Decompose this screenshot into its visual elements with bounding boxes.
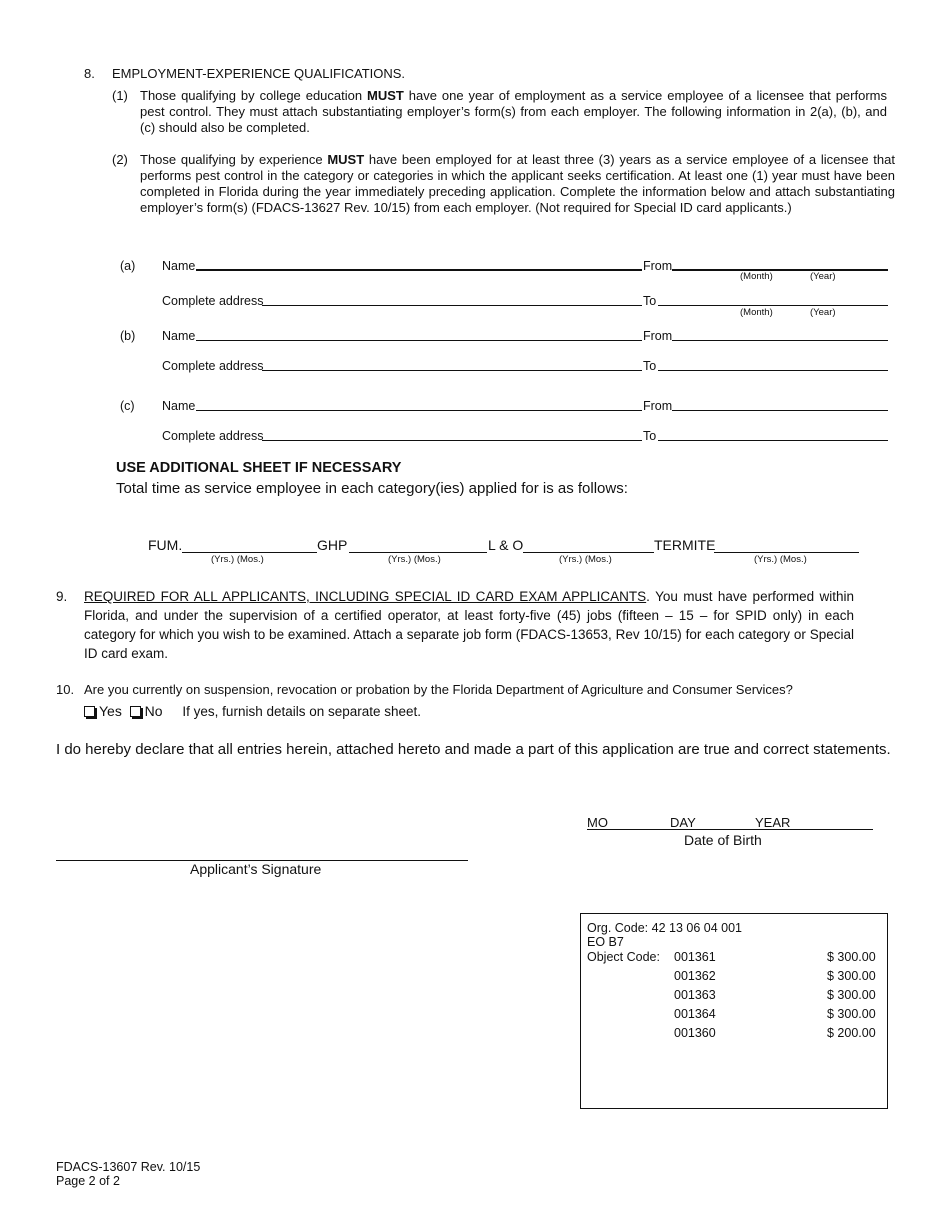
item-2-text: Those qualifying by experience MUST have been employed for at least three (3) years as a service employee of a licensee that performs pest control in the category or categories in which the applicant seeks certification. At least one (1) year must have been completed in Florida during the year immediately preceding application. Complete the information below and attach substantiating employer’s form(s) (FDACS-13627 Rev. 10/15) from each employer. (Not required for Special ID card applicants.) [140, 152, 895, 215]
object-code-label: Object Code: [587, 950, 660, 964]
employer-c-to-field[interactable] [658, 440, 888, 441]
object-code-1: 001361 [674, 950, 716, 964]
employer-a-to-field[interactable] [658, 305, 888, 306]
category-fum-field[interactable] [182, 552, 317, 553]
section-10-question: Are you currently on suspension, revocation or probation by the Florida Department of Agriculture and Consumer Services? [84, 682, 793, 697]
employer-c-from-label: From [643, 399, 673, 413]
section-10-number: 10. [56, 682, 75, 697]
total-time-text: Total time as service employee in each category(ies) applied for is as follows: [116, 480, 628, 497]
dob-day-label: DAY [670, 815, 696, 830]
category-lo-label: L & O [488, 537, 524, 553]
item-2-number: (2) [112, 152, 128, 167]
employer-a-to-label: To [643, 294, 657, 308]
employer-a-letter: (a) [120, 259, 136, 273]
fee-amount-1: $ 300.00 [827, 950, 876, 964]
employer-b-from-field[interactable] [672, 340, 888, 341]
yes-label: Yes [99, 703, 122, 719]
employer-c-address-label: Complete address [162, 429, 264, 443]
yes-checkbox[interactable] [84, 706, 95, 717]
employer-c-name-label: Name [162, 399, 196, 413]
declaration-text: I do hereby declare that all entries herein, attached hereto and made a part of this application are true and correct statements. [56, 741, 891, 758]
fee-amount-4: $ 300.00 [827, 1007, 876, 1021]
employer-a-address-label: Complete address [162, 294, 264, 308]
employer-c-letter: (c) [120, 399, 135, 413]
object-code-5: 001360 [674, 1026, 716, 1040]
employer-b-from-label: From [643, 329, 673, 343]
footer-page-number: Page 2 of 2 [56, 1174, 120, 1188]
employer-a-to-month-label: (Month) [740, 307, 773, 318]
employer-b-address-field[interactable] [262, 370, 642, 371]
section-10-answers [84, 702, 421, 721]
dob-caption: Date of Birth [684, 832, 762, 848]
category-ghp-sub: (Yrs.) (Mos.) [388, 554, 441, 565]
employer-b-name-label: Name [162, 329, 196, 343]
category-termite-field[interactable] [714, 552, 859, 553]
section-9-number: 9. [56, 589, 68, 604]
category-lo-sub: (Yrs.) (Mos.) [559, 554, 612, 565]
footer-form-number: FDACS-13607 Rev. 10/15 [56, 1160, 201, 1174]
fee-code-box [580, 913, 888, 1109]
employer-c-from-field[interactable] [672, 410, 888, 411]
item-1-number: (1) [112, 88, 128, 103]
eo-code: EO B7 [587, 935, 624, 949]
employer-b-letter: (b) [120, 329, 136, 343]
signature-label: Applicant’s Signature [190, 861, 322, 877]
item-1-text: Those qualifying by college education MUST have one year of employment as a service employee of a licensee that performs pest control. They must attach substantiating employer’s form(s) from each employer. The following information in 2(a), (b), and (c) should also be completed. [140, 88, 887, 135]
category-ghp-field[interactable] [349, 552, 487, 553]
employer-b-to-field[interactable] [658, 370, 888, 371]
category-termite-label: TERMITE [654, 537, 716, 553]
dob-field[interactable] [587, 829, 873, 830]
category-ghp-label: GHP [317, 537, 348, 553]
fee-amount-5: $ 200.00 [827, 1026, 876, 1040]
dob-year-label: YEAR [755, 815, 791, 830]
employer-b-to-label: To [643, 359, 657, 373]
employer-a-name-label: Name [162, 259, 196, 273]
employer-b-address-label: Complete address [162, 359, 264, 373]
category-fum-label: FUM. [148, 537, 183, 553]
fee-amount-3: $ 300.00 [827, 988, 876, 1002]
object-code-2: 001362 [674, 969, 716, 983]
section-8-title: EMPLOYMENT-EXPERIENCE QUALIFICATIONS. [112, 66, 406, 81]
employer-c-address-field[interactable] [262, 440, 642, 441]
employer-c-name-field[interactable] [196, 410, 642, 411]
category-lo-field[interactable] [523, 552, 654, 553]
category-fum-sub: (Yrs.) (Mos.) [211, 554, 264, 565]
employer-a-from-year-label: (Year) [810, 271, 836, 282]
object-code-3: 001363 [674, 988, 716, 1002]
category-termite-sub: (Yrs.) (Mos.) [754, 554, 807, 565]
additional-sheet-notice: USE ADDITIONAL SHEET IF NECESSARY [116, 460, 402, 476]
employer-a-from-field[interactable] [672, 269, 888, 271]
employer-a-from-month-label: (Month) [740, 271, 773, 282]
org-code: Org. Code: 42 13 06 04 001 [587, 921, 742, 935]
object-code-4: 001364 [674, 1007, 716, 1021]
section-9-text: REQUIRED FOR ALL APPLICANTS, INCLUDING SPECIAL ID CARD EXAM APPLICANTS. You must have performed within Florida, and under the supervision of a certified operator, at least forty-five (45) jobs (fifteen – 15 – for SPID only) in each category for which you wish to be examined. Attach a separate job form (FDACS-13653, Rev 10/15) for each category or Special ID card exam. [84, 589, 854, 661]
no-label: No [144, 703, 163, 719]
no-checkbox[interactable] [130, 706, 141, 717]
fee-amount-2: $ 300.00 [827, 969, 876, 983]
employer-a-name-field[interactable] [196, 269, 642, 271]
section-8-number: 8. [84, 66, 95, 81]
dob-mo-label: MO [587, 815, 608, 830]
employer-a-to-year-label: (Year) [810, 307, 836, 318]
employer-a-address-field[interactable] [262, 305, 642, 306]
section-10-details: If yes, furnish details on separate sheet. [182, 704, 422, 719]
employer-a-from-label: From [643, 259, 673, 273]
employer-b-name-field[interactable] [196, 340, 642, 341]
employer-c-to-label: To [643, 429, 657, 443]
